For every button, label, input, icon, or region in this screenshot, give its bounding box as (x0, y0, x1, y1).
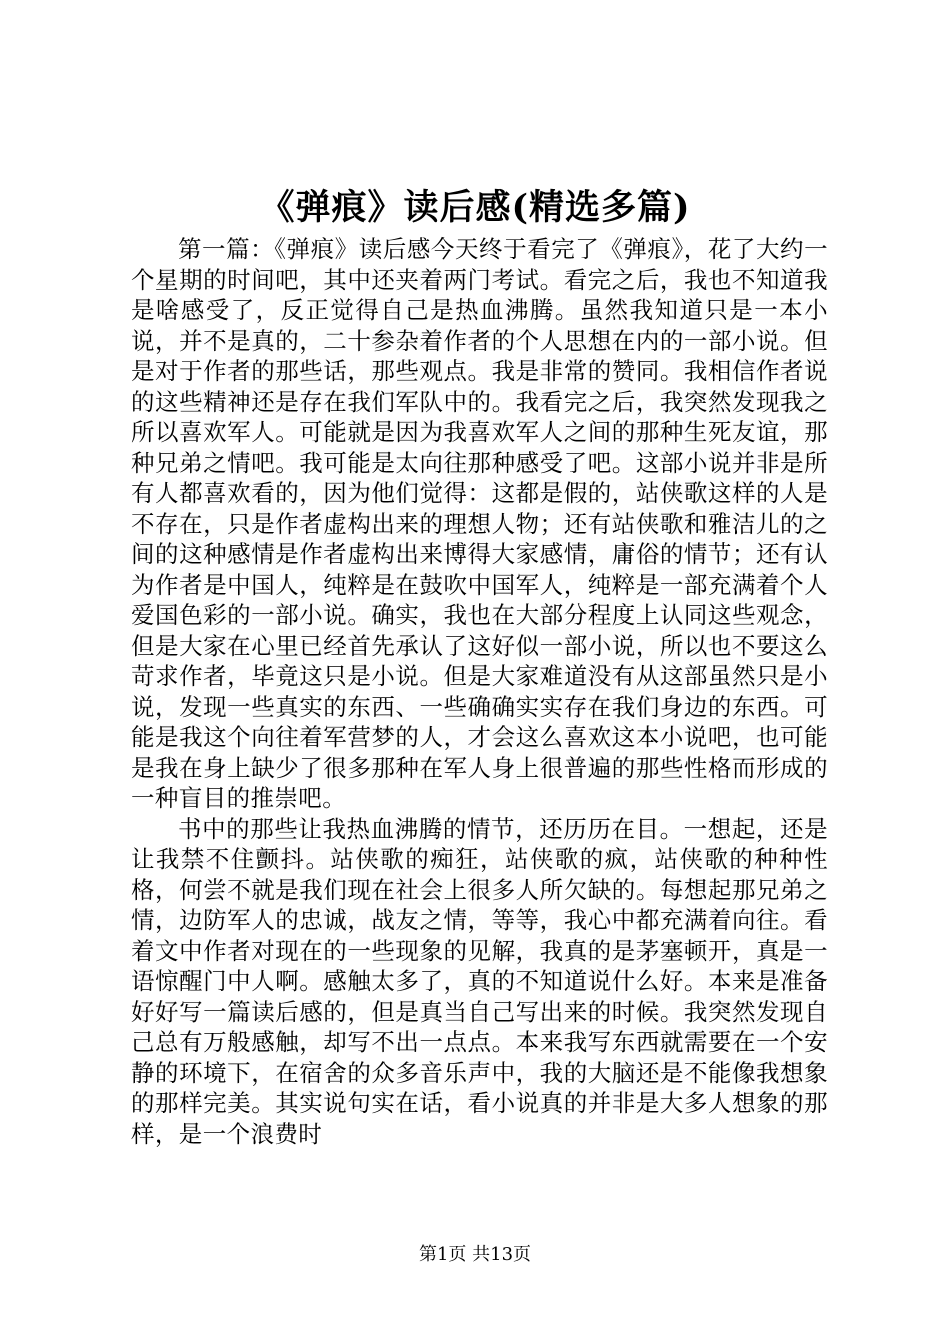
body-paragraph-1: 第一篇：《弹痕》读后感今天终于看完了《弹痕》，花了大约一个星期的时间吧，其中还夹着两门考试。看完之后，我也不知道我是啥感受了，反正觉得自己是热血沸腾。虽然我知道只是一本小说，并不是真的，二十参杂着作者的个人思想在内的一部小说。但是对于作者的那些话，那些观点。我是非常的赞同。我相信作者说的这些精神还是存在我们军队中的。我看完之后，我突然发现我之所以喜欢军人。可能就是因为我喜欢军人之间的那种生死友谊，那种兄弟之情吧。我可能是太向往那种感受了吧。这部小说并非是所有人都喜欢看的，因为他们觉得：这都是假的，站侠歌这样的人是不存在，只是作者虚构出来的理想人物；还有站侠歌和雅洁儿的之间的这种感情是作者虚构出来博得大家感情，庸俗的情节；还有认为作者是中国人，纯粹是在鼓吹中国军人，纯粹是一部充满着个人爱国色彩的一部小说。确实，我也在大部分程度上认同这些观念，但是大家在心里已经首先承认了这好似一部小说，所以也不要这么苛求作者，毕竟这只是小说。但是大家难道没有从这部虽然只是小说，发现一些真实的东西、一些确确实实存在我们身边的东西。可能是我这个向往着军营梦的人，才会这么喜欢这本小说吧，也可能是我在身上缺少了很多那种在军人身上很普遍的那些性格而形成的一种盲目的推崇吧。 (131, 235, 828, 812)
body-paragraph-2: 书中的那些让我热血沸腾的情节，还历历在目。一想起，还是让我禁不住颤抖。站侠歌的痴狂，站侠歌的疯，站侠歌的种种性格，何尝不就是我们现在社会上很多人所欠缺的。每想起那兄弟之情，边防军人的忠诚，战友之情，等等，我心中都充满着向往。看着文中作者对现在的一些现象的见解，我真的是茅塞顿开，真是一语惊醒门中人啊。感触太多了，真的不知道说什么好。本来是准备好好写一篇读后感的，但是真当自己写出来的时候。我突然发现自己总有万般感触，却写不出一点点。本来我写东西就需要在一个安静的环境下，在宿舍的众多音乐声中，我的大脑还是不能像我想象的那样完美。其实说句实在话，看小说真的并非是大多人想象的那样，是一个浪费时 (131, 814, 828, 1148)
page-number-footer: 第1页 共13页 (418, 1244, 532, 1265)
document-body (131, 234, 828, 1149)
document-title: 《弹痕》读后感(精选多篇) (259, 187, 691, 228)
